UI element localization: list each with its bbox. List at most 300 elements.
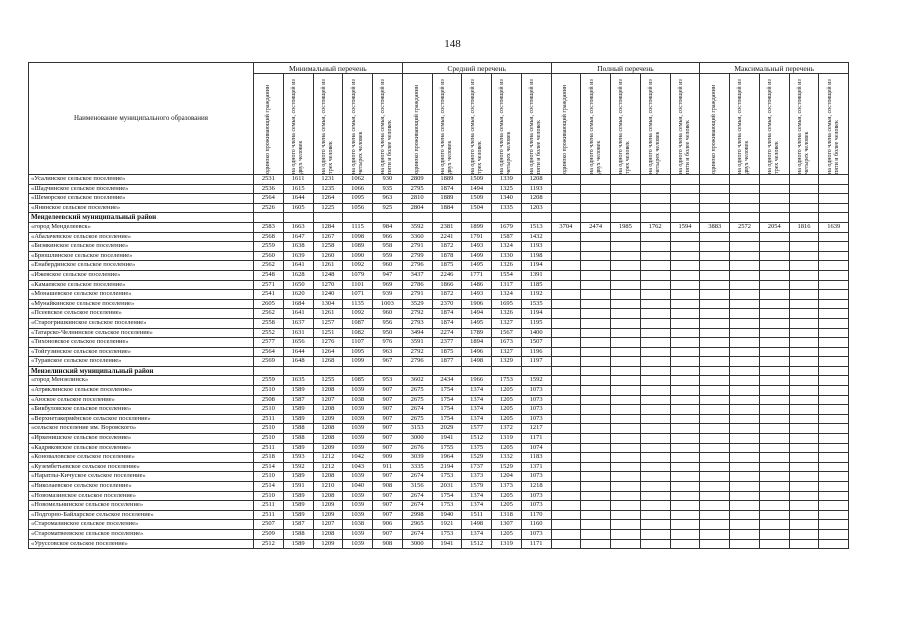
value-cell — [581, 270, 611, 280]
municipality-name: «Усалинское сельское поселение» — [29, 175, 254, 185]
value-cell: 1588 — [283, 434, 313, 444]
value-cell: 1656 — [283, 338, 313, 348]
municipality-name: «Николаевское сельское поселение» — [29, 482, 254, 492]
value-cell: 2511 — [254, 510, 284, 520]
value-cell — [700, 251, 730, 261]
value-cell: 2510 — [254, 424, 284, 434]
value-cell: 2510 — [254, 386, 284, 396]
value-cell: 1043 — [343, 462, 373, 472]
value-cell — [700, 242, 730, 252]
value-cell — [581, 520, 611, 530]
value-cell: 1205 — [492, 386, 522, 396]
value-cell — [670, 184, 700, 194]
value-cell — [670, 366, 700, 376]
value-cell — [700, 347, 730, 357]
value-cell: 2674 — [402, 529, 432, 539]
value-cell — [670, 213, 700, 223]
subcolumn-header — [254, 74, 284, 175]
value-cell: 1195 — [521, 318, 551, 328]
value-cell — [759, 414, 789, 424]
value-cell: 1872 — [432, 242, 462, 252]
value-cell — [730, 472, 760, 482]
value-cell — [759, 501, 789, 511]
value-cell — [819, 482, 849, 492]
value-cell: 976 — [373, 338, 403, 348]
value-cell — [670, 357, 700, 367]
value-cell: 3039 — [402, 453, 432, 463]
value-cell: 2795 — [402, 184, 432, 194]
value-cell: 1605 — [283, 203, 313, 213]
value-cell — [611, 453, 641, 463]
value-cell: 1874 — [432, 318, 462, 328]
value-cell: 1641 — [283, 309, 313, 319]
value-cell: 1755 — [432, 443, 462, 453]
table-row — [29, 270, 849, 280]
municipality-name: «Енабердинское сельское поселение» — [29, 261, 254, 271]
value-cell — [670, 309, 700, 319]
value-cell — [819, 299, 849, 309]
value-cell — [640, 529, 670, 539]
value-cell: 1205 — [492, 529, 522, 539]
value-cell — [730, 290, 760, 300]
value-cell — [759, 328, 789, 338]
value-cell: 1325 — [492, 184, 522, 194]
value-cell — [581, 501, 611, 511]
subcolumn-header — [730, 74, 760, 175]
table-row — [29, 242, 849, 252]
value-cell: 1240 — [313, 290, 343, 300]
value-cell: 2605 — [254, 299, 284, 309]
value-cell — [789, 213, 819, 223]
municipality-name: «Псеевское сельское поселение» — [29, 309, 254, 319]
value-cell — [789, 501, 819, 511]
value-cell: 1231 — [313, 175, 343, 185]
value-cell: 2796 — [402, 261, 432, 271]
value-cell: 947 — [373, 270, 403, 280]
value-cell: 1208 — [313, 529, 343, 539]
value-cell: 1754 — [432, 386, 462, 396]
value-cell: 930 — [373, 175, 403, 185]
value-cell: 1039 — [343, 405, 373, 415]
value-cell — [581, 376, 611, 386]
value-cell: 1753 — [492, 376, 522, 386]
value-cell — [700, 366, 730, 376]
value-cell — [789, 462, 819, 472]
value-cell — [819, 501, 849, 511]
value-cell — [640, 299, 670, 309]
value-cell: 1509 — [462, 194, 492, 204]
value-cell: 1330 — [492, 251, 522, 261]
value-cell — [551, 290, 581, 300]
value-cell: 1079 — [343, 270, 373, 280]
value-cell: 2564 — [254, 347, 284, 357]
value-cell: 1589 — [283, 443, 313, 453]
value-cell — [700, 539, 730, 549]
value-cell: 1327 — [492, 318, 522, 328]
value-cell — [700, 529, 730, 539]
value-cell — [521, 366, 551, 376]
municipality-name: «Камаевское сельское поселение» — [29, 280, 254, 290]
value-cell — [551, 395, 581, 405]
value-cell: 1073 — [521, 529, 551, 539]
value-cell — [700, 395, 730, 405]
value-cell — [670, 491, 700, 501]
value-cell: 1762 — [640, 222, 670, 232]
table-row — [29, 472, 849, 482]
value-cell: 2799 — [402, 251, 432, 261]
value-cell: 1579 — [462, 482, 492, 492]
value-cell — [670, 194, 700, 204]
value-cell — [640, 366, 670, 376]
value-cell: 1872 — [432, 290, 462, 300]
value-cell — [759, 290, 789, 300]
subcolumn-header-label: на одного члена семьи, состоящей из четырех человек — [350, 79, 364, 174]
value-cell: 1374 — [462, 491, 492, 501]
value-cell — [551, 309, 581, 319]
municipality-name: «Бизякинское сельское поселение» — [29, 242, 254, 252]
value-cell: 1073 — [521, 491, 551, 501]
value-cell — [611, 318, 641, 328]
value-cell — [700, 213, 730, 223]
value-cell — [819, 280, 849, 290]
value-cell: 1039 — [343, 501, 373, 511]
value-cell: 1588 — [283, 529, 313, 539]
value-cell — [730, 443, 760, 453]
value-cell — [730, 376, 760, 386]
table-row — [29, 203, 849, 213]
value-cell — [730, 395, 760, 405]
value-cell — [819, 405, 849, 415]
value-cell — [730, 175, 760, 185]
value-cell: 1255 — [313, 376, 343, 386]
value-cell: 1205 — [492, 405, 522, 415]
value-cell — [789, 414, 819, 424]
value-cell: 2559 — [254, 242, 284, 252]
value-cell: 3529 — [402, 299, 432, 309]
value-cell — [551, 424, 581, 434]
value-cell: 1218 — [521, 482, 551, 492]
value-cell: 1326 — [492, 261, 522, 271]
value-cell — [611, 443, 641, 453]
value-cell — [611, 270, 641, 280]
value-cell — [730, 462, 760, 472]
subcolumn-header — [432, 74, 462, 175]
value-cell — [640, 472, 670, 482]
value-cell — [611, 338, 641, 348]
value-cell: 1208 — [313, 405, 343, 415]
value-cell: 1754 — [432, 414, 462, 424]
value-cell: 1647 — [283, 232, 313, 242]
value-cell — [819, 290, 849, 300]
municipality-name: «Атряклинское сельское поселение» — [29, 386, 254, 396]
value-cell — [700, 203, 730, 213]
value-cell — [581, 338, 611, 348]
municipality-name: «Тойгузинское сельское поселение» — [29, 347, 254, 357]
value-cell — [551, 261, 581, 271]
table-row — [29, 357, 849, 367]
value-cell: 1754 — [432, 405, 462, 415]
value-cell: 959 — [373, 251, 403, 261]
value-cell: 963 — [373, 194, 403, 204]
subcolumn-header-label: на одного члена семьи, состоящей из трех человек — [767, 79, 781, 174]
value-cell — [700, 424, 730, 434]
value-cell: 1073 — [521, 501, 551, 511]
value-cell — [551, 366, 581, 376]
municipality-name: «Ижевское сельское поселение» — [29, 270, 254, 280]
value-cell: 1753 — [432, 529, 462, 539]
value-cell: 1985 — [611, 222, 641, 232]
value-cell: 907 — [373, 529, 403, 539]
value-cell — [789, 472, 819, 482]
value-cell: 1261 — [313, 309, 343, 319]
value-cell: 1589 — [283, 472, 313, 482]
value-cell — [581, 366, 611, 376]
subcolumn-header — [402, 74, 432, 175]
subcolumn-header — [373, 74, 403, 175]
value-cell: 1509 — [462, 175, 492, 185]
value-cell: 1754 — [432, 395, 462, 405]
value-cell: 1071 — [343, 290, 373, 300]
value-cell — [551, 501, 581, 511]
value-cell — [789, 338, 819, 348]
municipality-name: «Татарско-Челнинское сельское поселение» — [29, 328, 254, 338]
value-cell: 1264 — [313, 347, 343, 357]
value-cell — [581, 424, 611, 434]
value-cell — [819, 194, 849, 204]
municipality-name: «сельское поселение им. Воровского» — [29, 424, 254, 434]
value-cell — [819, 366, 849, 376]
value-cell — [730, 280, 760, 290]
value-cell — [551, 405, 581, 415]
value-cell — [789, 434, 819, 444]
value-cell — [254, 366, 284, 376]
value-cell — [819, 414, 849, 424]
value-cell — [700, 414, 730, 424]
value-cell — [640, 251, 670, 261]
value-cell: 2674 — [402, 405, 432, 415]
value-cell: 1495 — [462, 318, 492, 328]
value-cell — [730, 347, 760, 357]
table-row — [29, 175, 849, 185]
value-cell — [640, 203, 670, 213]
value-cell — [730, 405, 760, 415]
value-cell — [581, 290, 611, 300]
value-cell — [551, 232, 581, 242]
value-cell: 2381 — [432, 222, 462, 232]
value-cell: 1196 — [521, 347, 551, 357]
value-cell — [700, 184, 730, 194]
value-cell: 1039 — [343, 529, 373, 539]
value-cell — [789, 203, 819, 213]
value-cell — [611, 299, 641, 309]
value-cell — [670, 251, 700, 261]
municipality-name: «Туравское сельское поселение» — [29, 357, 254, 367]
value-cell: 1039 — [343, 491, 373, 501]
value-cell — [640, 175, 670, 185]
subcolumn-header — [521, 74, 551, 175]
value-cell — [670, 434, 700, 444]
value-cell — [611, 242, 641, 252]
value-cell — [730, 539, 760, 549]
value-cell: 1267 — [313, 232, 343, 242]
value-cell — [581, 232, 611, 242]
value-cell: 1194 — [521, 309, 551, 319]
value-cell — [789, 539, 819, 549]
value-cell — [462, 213, 492, 223]
value-cell: 1209 — [313, 510, 343, 520]
value-cell: 907 — [373, 443, 403, 453]
page-number: 148 — [444, 38, 461, 50]
value-cell — [759, 491, 789, 501]
value-cell: 1339 — [492, 175, 522, 185]
value-cell — [759, 443, 789, 453]
value-cell: 1208 — [521, 194, 551, 204]
table-row — [29, 280, 849, 290]
value-cell — [640, 405, 670, 415]
value-cell: 1327 — [492, 347, 522, 357]
value-cell: 1208 — [521, 175, 551, 185]
value-cell — [759, 424, 789, 434]
value-cell: 1205 — [492, 414, 522, 424]
value-cell — [700, 491, 730, 501]
value-cell — [759, 242, 789, 252]
group-header-maximal: Максимальный перечень — [700, 63, 849, 74]
value-cell: 1648 — [283, 357, 313, 367]
value-cell: 2526 — [254, 203, 284, 213]
value-cell — [581, 414, 611, 424]
value-cell — [730, 414, 760, 424]
value-cell — [670, 280, 700, 290]
value-cell: 1261 — [313, 261, 343, 271]
value-cell: 1208 — [313, 434, 343, 444]
value-cell — [640, 424, 670, 434]
table-row — [29, 299, 849, 309]
value-cell: 1577 — [462, 424, 492, 434]
value-cell: 1208 — [313, 472, 343, 482]
value-cell: 1589 — [283, 510, 313, 520]
value-cell — [670, 261, 700, 271]
value-cell — [819, 232, 849, 242]
value-cell — [611, 203, 641, 213]
value-cell — [254, 213, 284, 223]
value-cell — [819, 510, 849, 520]
value-cell: 1207 — [313, 520, 343, 530]
value-cell — [789, 309, 819, 319]
value-cell — [759, 376, 789, 386]
value-cell — [670, 395, 700, 405]
table-row — [29, 347, 849, 357]
municipality-name: «Новомельнинское сельское поселение» — [29, 501, 254, 511]
value-cell — [611, 405, 641, 415]
value-cell — [432, 366, 462, 376]
value-cell: 1073 — [521, 386, 551, 396]
value-cell: 2541 — [254, 290, 284, 300]
value-cell: 1225 — [313, 203, 343, 213]
value-cell: 1504 — [462, 203, 492, 213]
value-cell — [581, 434, 611, 444]
municipality-name: «город Мензелинск» — [29, 376, 254, 386]
district-header-row — [29, 366, 849, 376]
value-cell — [611, 529, 641, 539]
value-cell — [551, 242, 581, 252]
municipality-name: «Старогришкинское сельское поселение» — [29, 318, 254, 328]
value-cell: 1115 — [343, 222, 373, 232]
table-row — [29, 222, 849, 232]
value-cell: 1183 — [521, 453, 551, 463]
value-cell: 1092 — [343, 309, 373, 319]
value-cell — [759, 539, 789, 549]
value-cell: 1374 — [462, 405, 492, 415]
value-cell: 1332 — [492, 453, 522, 463]
value-cell: 1789 — [462, 328, 492, 338]
value-cell — [581, 357, 611, 367]
value-cell — [789, 529, 819, 539]
value-cell: 1372 — [492, 424, 522, 434]
value-cell: 1644 — [283, 347, 313, 357]
subcolumn-header-label: на одного члена семьи, состоящей из четырех человек — [499, 79, 513, 174]
table-row — [29, 414, 849, 424]
value-cell — [819, 376, 849, 386]
value-cell: 3602 — [402, 376, 432, 386]
value-cell: 956 — [373, 318, 403, 328]
value-cell — [819, 424, 849, 434]
value-cell: 1260 — [313, 251, 343, 261]
value-cell: 907 — [373, 472, 403, 482]
value-cell — [581, 309, 611, 319]
value-cell — [551, 520, 581, 530]
value-cell: 1620 — [283, 290, 313, 300]
value-cell — [611, 309, 641, 319]
value-cell: 1160 — [521, 520, 551, 530]
subcolumn-header-label: одиноко проживающий гражданин — [264, 85, 271, 174]
value-cell: 1877 — [432, 357, 462, 367]
subcolumn-header-label: на одного члена семьи, состоящей из пяти и более человек — [380, 79, 394, 174]
value-cell: 1594 — [670, 222, 700, 232]
value-cell — [521, 213, 551, 223]
value-cell — [670, 242, 700, 252]
table-row — [29, 328, 849, 338]
value-cell — [789, 184, 819, 194]
value-cell — [640, 232, 670, 242]
subcolumn-header — [759, 74, 789, 175]
value-cell — [670, 318, 700, 328]
value-cell: 1535 — [521, 299, 551, 309]
value-cell — [700, 232, 730, 242]
value-cell: 1889 — [432, 194, 462, 204]
group-header-full: Полный перечень — [551, 63, 700, 74]
value-cell — [313, 213, 343, 223]
value-cell — [789, 405, 819, 415]
value-cell — [611, 347, 641, 357]
subcolumn-header-label: на одного члена семьи, состоящей из пяти и более человек — [826, 79, 840, 174]
value-cell: 1791 — [462, 232, 492, 242]
value-cell: 2370 — [432, 299, 462, 309]
value-cell — [819, 251, 849, 261]
value-cell: 1073 — [521, 414, 551, 424]
value-cell: 1889 — [432, 175, 462, 185]
value-cell: 1591 — [283, 482, 313, 492]
value-cell — [700, 482, 730, 492]
value-cell: 1039 — [343, 472, 373, 482]
value-cell: 1874 — [432, 184, 462, 194]
value-cell: 2675 — [402, 414, 432, 424]
value-cell: 1335 — [492, 203, 522, 213]
value-cell: 1737 — [462, 462, 492, 472]
value-cell: 2029 — [432, 424, 462, 434]
value-cell — [819, 213, 849, 223]
value-cell: 2571 — [254, 280, 284, 290]
value-cell: 2568 — [254, 232, 284, 242]
